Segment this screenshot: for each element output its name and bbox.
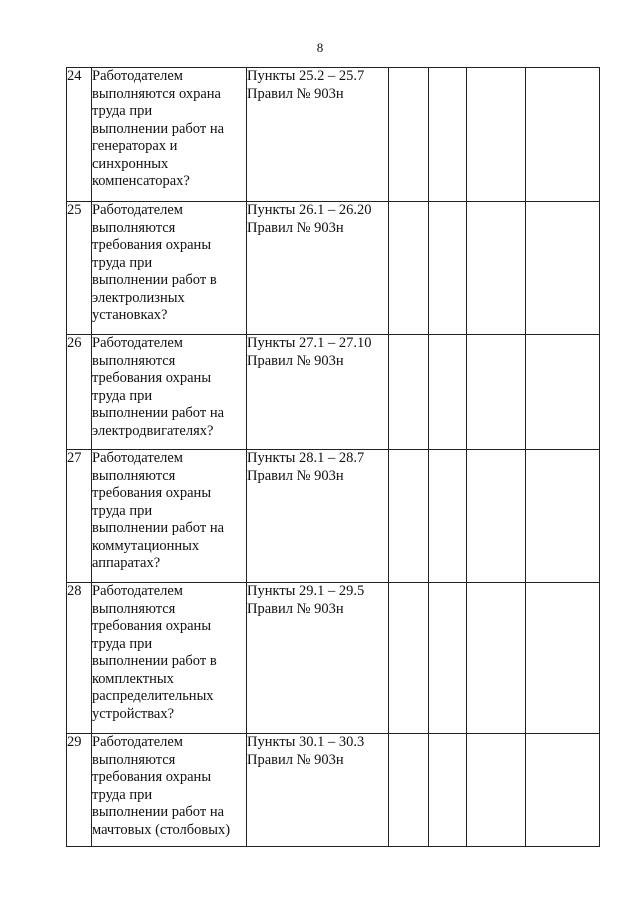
row-number: 24 xyxy=(67,68,92,202)
notes-cell xyxy=(526,202,600,335)
answer-cell-no xyxy=(429,734,467,847)
requirement-question: Работодателем выполняются требования охраны труда при выполнении работ на электродвигателях? xyxy=(92,335,225,439)
answer-cell-yes xyxy=(389,202,429,335)
notes-cell xyxy=(526,335,600,450)
row-number: 26 xyxy=(67,335,92,450)
answer-cell-yes xyxy=(389,734,429,847)
answer-cell-na xyxy=(467,68,526,202)
requirement-question: Работодателем выполняются требования охраны труда при выполнении работ в комплектных распределительных устройствах? xyxy=(92,583,217,722)
answer-cell-no xyxy=(429,202,467,335)
table-row xyxy=(67,450,600,583)
answer-cell-yes xyxy=(389,68,429,202)
table-row xyxy=(67,583,600,734)
table-row xyxy=(67,335,600,450)
page-number: 8 xyxy=(316,40,324,55)
requirement-question: Работодателем выполняются охрана труда при выполнении работ на генераторах и синхронных компенсаторах? xyxy=(92,68,225,189)
notes-cell xyxy=(526,583,600,734)
row-number: 28 xyxy=(67,583,92,734)
table-row xyxy=(67,68,600,202)
answer-cell-yes xyxy=(389,583,429,734)
answer-cell-na xyxy=(467,734,526,847)
rule-reference: Пункты 30.1 – 30.3 Правил № 903н xyxy=(247,734,365,768)
answer-cell-na xyxy=(467,450,526,583)
answer-cell-na xyxy=(467,583,526,734)
notes-cell xyxy=(526,450,600,583)
row-number: 27 xyxy=(67,450,92,583)
notes-cell xyxy=(526,734,600,847)
answer-cell-yes xyxy=(389,450,429,583)
answer-cell-yes xyxy=(389,335,429,450)
rule-reference: Пункты 29.1 – 29.5 Правил № 903н xyxy=(247,583,365,617)
rule-reference: Пункты 25.2 – 25.7 Правил № 903н xyxy=(247,68,365,102)
requirement-question: Работодателем выполняются требования охраны труда при выполнении работ на коммутационных аппаратах? xyxy=(92,450,225,571)
rule-reference: Пункты 28.1 – 28.7 Правил № 903н xyxy=(247,450,365,484)
requirement-question: Работодателем выполняются требования охраны труда при выполнении работ на мачтовых (столбовых) xyxy=(92,734,231,838)
rule-reference: Пункты 26.1 – 26.20 Правил № 903н xyxy=(247,202,372,236)
rule-reference: Пункты 27.1 – 27.10 Правил № 903н xyxy=(247,335,372,369)
table-row xyxy=(67,734,600,847)
table-row xyxy=(67,202,600,335)
answer-cell-no xyxy=(429,335,467,450)
answer-cell-na xyxy=(467,202,526,335)
checklist-table xyxy=(66,67,600,847)
answer-cell-no xyxy=(429,450,467,583)
answer-cell-na xyxy=(467,335,526,450)
row-number: 25 xyxy=(67,202,92,335)
answer-cell-no xyxy=(429,68,467,202)
row-number: 29 xyxy=(67,734,92,847)
requirement-question: Работодателем выполняются требования охраны труда при выполнении работ в электролизных установках? xyxy=(92,202,217,323)
notes-cell xyxy=(526,68,600,202)
answer-cell-no xyxy=(429,583,467,734)
